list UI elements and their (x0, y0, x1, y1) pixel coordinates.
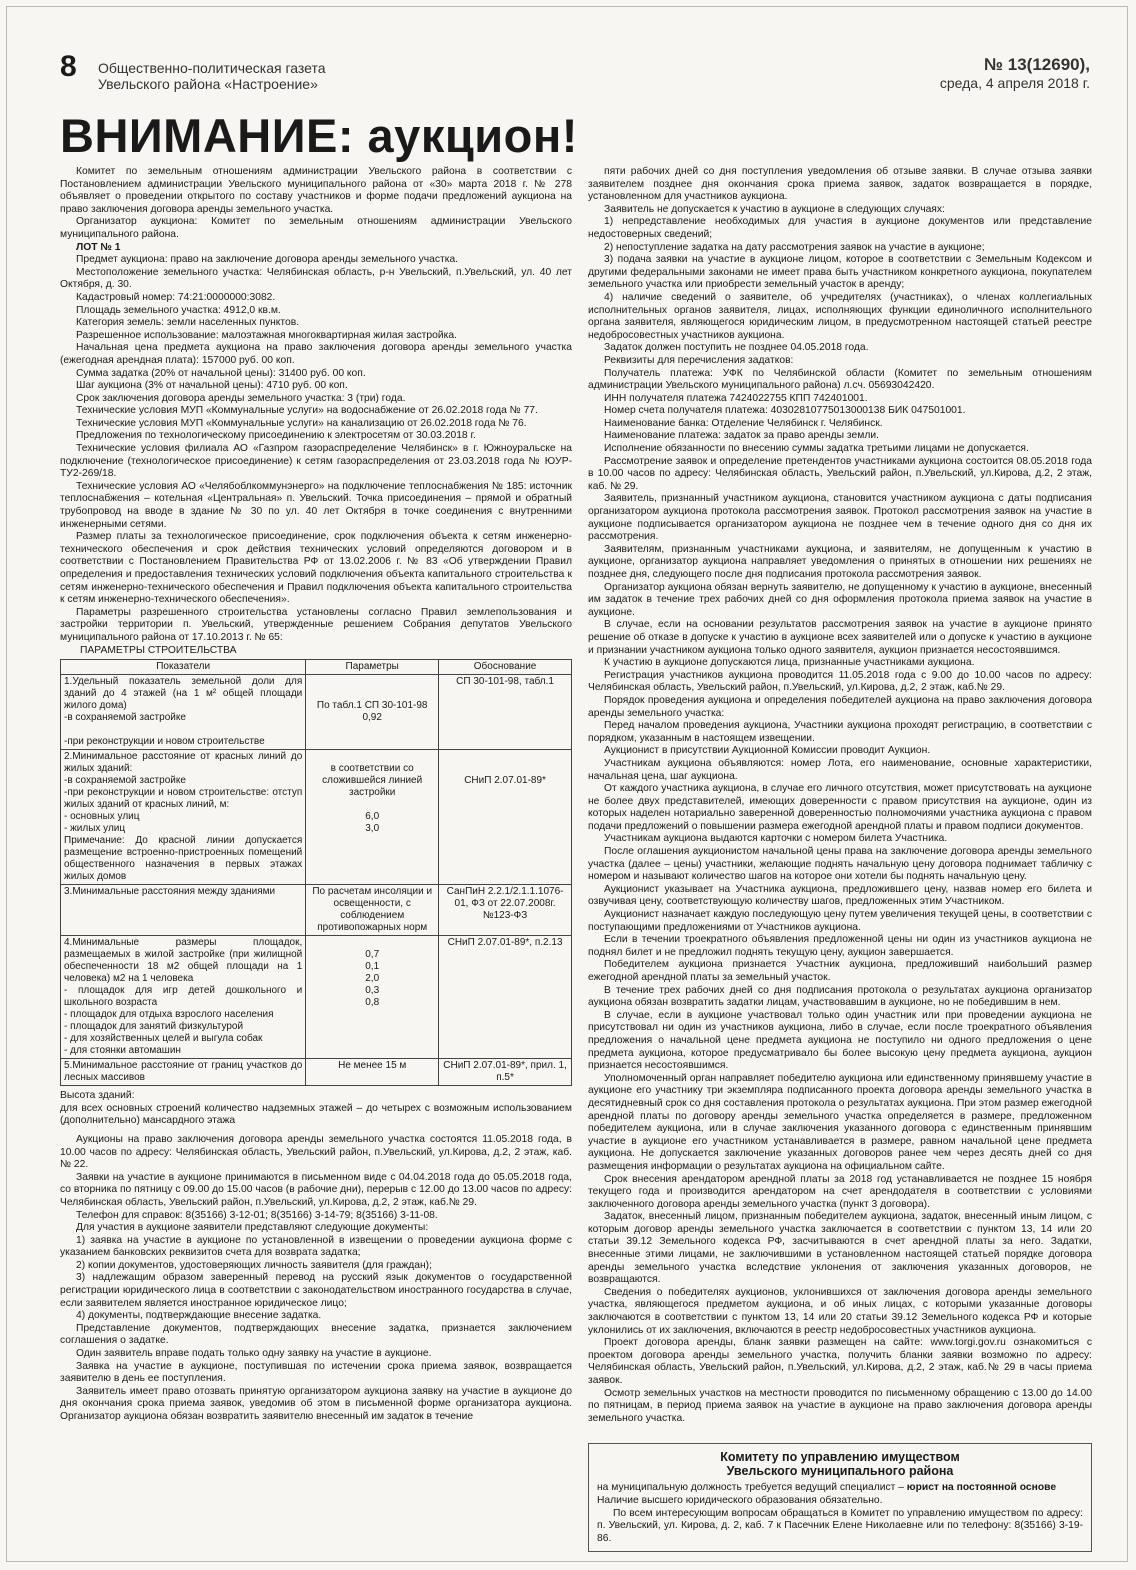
params-table-row (61, 750, 572, 885)
params-cell-line: - площадок для занятий физкультурой (64, 1021, 244, 1033)
params-header-indicator: Показатели (61, 660, 306, 675)
params-cell-line: 0,8 (365, 997, 380, 1009)
params-cell-line: 2.Минимальное расстояние от красных линий до жилых зданий: (64, 751, 303, 775)
job-notice-title-line1: Комитету по управлению имуществом (720, 1450, 960, 1465)
height-note (60, 1090, 572, 1128)
procedure-paragraph: Заявителям, признанным участниками аукциона, и заявителям, не допущенным к участию в аукционе, организатор аукциона направляет уведомления о принятых в отношении них решениях не позднее дня, следующего после дня подписания протокола рассмотрения заявок. (588, 543, 1092, 580)
params-cell-line: СанПиН 2.2.1/2.1.1.1076-01, ФЗ от 22.07.2008г. №123-ФЗ (446, 886, 564, 922)
params-cell-indicator (61, 750, 306, 885)
procedure-paragraph: Участникам аукциона объявляются: номер Лота, его наименование, основные характеристики, начальная цена, шаг аукциона. (588, 757, 1092, 782)
procedure-paragraph: После оглашения аукционистом начальной цены права на заключение договора аренды земельного участка (далее – цены) участники, желающие поднять начальную цену договора поднимает табличку с номером и называют количество шагов на которое они хотели бы поднять начальную цену. (588, 846, 1092, 883)
params-cell-line: -при реконструкции и новом строительстве (64, 736, 265, 748)
procedure-paragraph: Сведения о победителях аукционов, уклонившихся от заключения договора аренды земельного участка, являющегося предметом аукциона, и об иных лицах, с которыми указанные договоры заключаются в соответствии с пунктом 13, 14 или 20 статьи 39.12 Земельного кодекса РФ и которые уклонились от их заключения, включаются в реестр недобросовестных участников аукциона. (588, 1286, 1092, 1336)
procedure-paragraph: Победителем аукциона признается Участник аукциона, предложивший наибольший размер ежегодной арендной платы за земельный участок. (588, 959, 1092, 983)
params-cell-basis (439, 675, 572, 750)
params-cell-indicator (61, 885, 306, 936)
params-cell-param (306, 936, 439, 1059)
lot-detail-line: Предмет аукциона: право на заключение договора аренды земельного участка. (76, 254, 459, 266)
height-note-text: для всех основных строений количество надземных этажей – до четырех с возможным использованием (дополнительно) мансардного этажа (60, 1102, 572, 1127)
procedure-paragraph: Осмотр земельных участков на местности проводится по письменному обращению с 13.00 до 14.00 по пятницам, в период приема заявок на участие в аукционе на право заключения договора аренды земельного участка. (588, 1387, 1092, 1424)
params-cell-param (306, 885, 439, 936)
lot-detail-line: Технические условия МУП «Коммунальные услуги» на канализацию от 26.02.2018 года № 76. (76, 417, 527, 429)
auction-condition-paragraph: Аукционы на право заключения договора аренды земельного участка состоятся 11.05.2018 года, в 10.00 часов по адресу: Челябинская область, Увельский район, п.Увельский, ул.Кирова, д.2, 2 этаж, каб.№ 22. (60, 1133, 572, 1171)
procedure-paragraph: Организатор аукциона обязан вернуть заявителю, не допущенному к участию в аукционе, внесенный им задаток в течение трех рабочих дней со дня оформления протокола приема заявок на участие в аукционе. (588, 581, 1092, 618)
params-cell-line: - основных улиц (64, 811, 140, 823)
lot-detail-line: Категория земель: земли населенных пунктов. (76, 317, 300, 329)
procedure-paragraph: Реквизиты для перечисления задатков: (604, 354, 794, 366)
job-notice-vacancy-text: на муниципальную должность требуется ведущий специалист – (597, 1482, 904, 1494)
auction-procedure (588, 166, 1092, 1425)
lot-detail-line: Параметры разрешенного строительства установлены согласно Правил землепользования и застройки территории п. Увельский, утвержденные решением Собрания депутатов Увельского муниципального района от 17.10.2013 г. № 65: (60, 606, 572, 643)
procedure-paragraph: Если в течении троекратного объявления предложенной цены ни один из участников аукциона не поднял билет и не предложил поднять текущую цену, аукцион завершается. (588, 934, 1092, 958)
lot-detail-line: Технические условия филиала АО «Газпром газораспределение Челябинск» в г. Южноуральске на подключение (технологическое присоединение) к сетям газораспределения от 23.03.2018 года № ЮУР-ТУ2-269/18. (60, 443, 572, 480)
params-cell-line: - площадок для отдыха взрослого населения (64, 1009, 274, 1021)
procedure-paragraph: Аукционист указывает на Участника аукциона, предложившего цену, назвав номер его билета и озвучивая цену, соответствующую количеству шагов, предложенных этим Участником. (588, 883, 1092, 908)
params-cell-line: Не менее 15 м (338, 1060, 407, 1072)
procedure-paragraph: Наименование банка: Отделение Челябинск г. Челябинск. (604, 417, 883, 429)
params-cell-indicator (61, 936, 306, 1059)
procedure-paragraph: Перед началом проведения аукциона, Участники аукциона проходят регистрацию, в соответствии с порядком, указанным в настоящем извещении. (588, 720, 1092, 744)
lot-title: ЛОТ № 1 (76, 241, 121, 253)
params-table-header-row (61, 660, 572, 675)
params-cell-basis (439, 885, 572, 936)
params-cell-line: - площадок для игр детей дошкольного и школьного возраста (64, 985, 303, 1009)
params-cell-line: 6,0 (365, 811, 380, 823)
lot-detail-line: Начальная цена предмета аукциона на право заключения договора аренды земельного участка (ежегодная арендная плата): 157000 руб. 00 коп. (60, 342, 572, 366)
params-cell-line (309, 751, 435, 763)
params-cell-line: СНиП 2.07.01-89* (464, 775, 546, 787)
procedure-paragraph: К участию в аукционе допускаются лица, признанные участниками аукциона. (604, 657, 975, 669)
job-notice-position: юрист на постоянной основе (906, 1482, 1057, 1494)
params-table-row (61, 885, 572, 936)
auction-condition-paragraph: Для участия в аукционе заявители представляют следующие документы: (76, 1222, 429, 1234)
procedure-paragraph: Заявитель, признанный участником аукциона, становится участником аукциона с даты подписания организатором аукциона протокола рассмотрения заявок. Протокол рассмотрения заявок на участие в аукционе подписывается организатором аукциона не позднее чем в течение одного дня со дня их рассмотрения. (588, 493, 1092, 543)
job-notice-vacancy (597, 1482, 1083, 1495)
lot-detail-line: Разрешенное использование: малоэтажная многоквартирная жилая застройка. (76, 329, 457, 341)
params-title: ПАРАМЕТРЫ СТРОИТЕЛЬСТВА (80, 644, 237, 656)
procedure-paragraph: Аукционист в присутствии Аукционной Комиссии проводит Аукцион. (604, 745, 931, 757)
params-cell-line (309, 799, 435, 811)
params-cell-line: СНиП 2.07.01-89*, прил. 1, п.5* (443, 1060, 567, 1084)
lot-detail-line: Срок заключения договора аренды земельного участка: 3 (три) года. (76, 392, 406, 404)
lot-detail-line: Шаг аукциона (3% от начальной цены): 4710 руб. 00 коп. (76, 380, 348, 392)
procedure-paragraph: ИНН получателя платежа 7424022755 КПП 742401001. (604, 392, 868, 404)
procedure-paragraph: Срок внесения арендатором арендной платы за 2018 год устанавливается не позднее 15 ноября текущего года и производится арендатором на счет арендодателя в соответствии с условиями заключенного договора аренды земельного участка (пункт 3 договора). (588, 1173, 1092, 1210)
params-cell-line: - жилых улиц (64, 823, 126, 835)
params-cell-line: -при реконструкции и новом строительстве: отступ жилых зданий от красных линий, м: (64, 787, 303, 811)
procedure-paragraph: Аукционист назначает каждую последующую цену путем увеличения текущей цены, в соответствии с поступающими предложениями от Участников аукциона. (588, 909, 1092, 933)
params-cell-basis (439, 1059, 572, 1086)
auction-condition-paragraph: Заявитель имеет право отозвать принятую организатором аукциона заявку на участие в аукционе до дня окончания срока приема заявок, уведомив об этом в письменной форме организатора аукциона. Организатор аукциона обязан возвратить заявителю внесенный им задаток в течение (60, 1385, 572, 1422)
auction-condition-paragraph: Заявки на участие в аукционе принимаются в письменном виде с 04.04.2018 года до 05.05.2018 года, со вторника по пятницу с 09.00 до 15.00 часов (в рабочие дни), перерыв с 12.00 до 13.00 часов по адресу: Челябинская область, Увельский район, п.Увельский, ул.Кирова, д.2, 2 этаж, каб.№ 29. (60, 1171, 572, 1208)
lot-detail-line: Предложения по технологическому присоединению к электросетям от 30.03.2018 г. (76, 430, 476, 442)
params-table-row (61, 675, 572, 750)
params-cell-line: 3.Минимальные расстояния между зданиями (64, 886, 276, 898)
intro-paragraph: Комитет по земельным отношениям администрации Увельского района в соответствии с Постановлением администрации Увельского муниципального района от «30» марта 2018 г. № 278 объявляет о проведении открытого по составу участников и форме подачи предложений аукциона на право заключения договора аренды земельного участка. (60, 166, 572, 215)
params-header-param: Параметры (306, 660, 439, 675)
lot-detail-line: Кадастровый номер: 74:21:0000000:3082. (76, 291, 276, 303)
procedure-paragraph: Участникам аукциона выдаются карточки с номером билета Участника. (604, 833, 948, 845)
auction-condition-paragraph: Представление документов, подтверждающих внесение задатка, признается заключением соглашения о задатке. (60, 1322, 572, 1347)
procedure-paragraph: Номер счета получателя платежа: 40302810775013000138 БИК 047501001. (604, 405, 966, 417)
procedure-paragraph: В течение трех рабочих дней со дня подписания протокола о результатах аукциона организатор аукциона обязан возвратить задатки лицам, участвовавшим в аукционе, но не победившим в нем. (588, 984, 1092, 1009)
procedure-paragraph: В случае, если в аукционе участвовал только один участник или при проведении аукциона не присутствовал ни один из участников аукциона, либо в случае, если после троекратного объявления предложения о начальной цене предмета аукциона не поступило ни одного предложения о цене предмета аукциона, которое предусматривало бы более высокую цену предмета аукциона, аукцион признается несостоявшимся. (588, 1009, 1092, 1072)
page-headline: ВНИМАНИЕ: аукцион! (60, 109, 578, 162)
params-cell-line: в соответствии со сложившейся линией застройки (322, 763, 423, 799)
params-cell-line: 0,1 (365, 961, 380, 973)
procedure-paragraph: От каждого участника аукциона, в случае его личного отсутствия, может присутствовать на аукционе не более двух представителей, имеющих доверенности с правом присутствия на аукционе, один из которых наделен нотариально заверенной доверенностью полномочиями участника аукциона с правом подачи предложений о повышении размера ежегодной арендной платы и правом подписи документов. (588, 783, 1092, 832)
procedure-paragraph: Регистрация участников аукциона проводится 11.05.2018 года с 9.00 до 10.00 часов по адресу: Челябинская область, Увельский район, п.Увельский, ул.Кирова, д.2, 2 этаж, каб.№ 29. (588, 669, 1092, 694)
params-cell-line: 5.Минимальное расстояние от границ участков до лесных массивов (64, 1060, 303, 1084)
auction-condition-paragraph: 2) копии документов, удостоверяющих личность заявителя (для граждан); (76, 1259, 432, 1271)
params-cell-line: 4.Минимальные размеры площадок, размещаемых в жилой застройке (при жилищной обеспеченности 18 м2 общей площади на 1 человека) м2 на 1 человека (64, 937, 303, 985)
procedure-paragraph: Наименование платежа: задаток за право аренды земли. (604, 430, 879, 442)
procedure-paragraph: пяти рабочих дней со дня поступления уведомления об отзыве заявки. В случае отзыва заявки заявителем позднее дня окончания срока приема заявок, задаток возвращается в порядке, установленном для участников аукциона. (588, 166, 1092, 203)
lot-detail-line: Площадь земельного участка: 4912,0 кв.м. (76, 304, 281, 316)
params-cell-basis (439, 936, 572, 1059)
procedure-paragraph: 3) подача заявки на участие в аукционе лицом, которое в соответствии с Земельным Кодексом и другими федеральными законами не имеет права быть участником конкретного аукциона, покупателем земельного участка или приобрести земельный участок в аренду; (588, 254, 1092, 291)
params-cell-line: По табл.1 СП 30-101-98 (316, 700, 428, 712)
newspaper-name-line1: Общественно-политическая газета (98, 60, 326, 76)
params-cell-line: Примечание: До красной линии допускается размещение встроенно-пристроенных помещений общественного назначения в первых этажах жилых домов (64, 835, 303, 883)
issue-number: № 13(12690), (984, 55, 1090, 74)
page-number: 8 (60, 50, 77, 83)
params-cell-line: 0,7 (365, 949, 380, 961)
params-cell-basis (439, 750, 572, 885)
params-cell-line: -в сохраняемой застройке (64, 775, 186, 787)
procedure-paragraph: Получатель платежа: УФК по Челябинской области (Комитет по земельным отношениям администрации Увельского муниципального района) л.сч. 05693042420. (588, 367, 1092, 392)
auction-condition-paragraph: Телефон для справок: 8(35166) 3-12-01; 8(35166) 3-14-79; 8(35166) 3-11-08. (76, 1209, 438, 1221)
params-cell-line (309, 937, 435, 949)
procedure-paragraph: Задаток, внесенный лицом, признанным победителем аукциона, задаток, внесенный иным лицом, с которым договор аренды земельного участка заключается в соответствии с пунктом 13, 14 или 20 статьи 39.12 Земельного кодекса РФ, засчитываются в счет арендной платы за него. Задатки, внесенные этими лицами, не заключившими в установленном настоящей статьей порядке договора аренды земельного участка вследствие уклонения от заключения указанных договоров, не возвращаются. (588, 1211, 1092, 1286)
procedure-paragraph: Рассмотрение заявок и определение претендентов участниками аукциона состоится 08.05.2018 года в 10.00 часов по адресу: Челябинская область, Увельский район, п.Увельский, ул.Кирова, д.2, 2 этаж, каб. № 29. (588, 455, 1092, 492)
auction-condition-paragraph: Заявка на участие в аукционе, поступившая по истечении срока приема заявок, возвращается заявителю в день ее поступления. (60, 1360, 572, 1385)
height-note-title: Высота зданий: (60, 1090, 135, 1102)
procedure-paragraph: Порядок проведения аукциона и определения победителей аукциона на право заключения договора аренды земельного участка: (588, 694, 1092, 719)
params-cell-line: 0,92 (362, 712, 382, 724)
job-notice-contact: По всем интересующим вопросам обращаться в Комитет по управлению имуществом по адресу: п. Увельский, ул. Кирова, д. 2, каб. 7 к Пасечник Елене Николаевне или по телефону: 8(35166) 3-19-86. (597, 1507, 1083, 1544)
procedure-paragraph: Проект договора аренды, бланк заявки размещен на сайте: www.torgi.gov.ru ознакомиться с проектом договора аренды земельного участка, получить бланки заявки возможно по адресу: Челябинская область, Увельский район, п.Увельский, ул.Кирова, д.2, 2 этаж, каб.№ 29 в часы приема заявок. (588, 1337, 1092, 1386)
procedure-paragraph: Задаток должен поступить не позднее 04.05.2018 года. (604, 342, 869, 354)
params-cell-line (442, 751, 568, 763)
procedure-paragraph: Уполномоченный орган направляет победителю аукциона или единственному принявшему участие в аукционе его участнику три экземпляра подписанного проекта договора аренды земельного участка в десятидневный срок со дня составления протокола о результатах аукциона. При этом размер ежегодной арендной платы по договору аренды земельного участка определяется в размере, предложенном победителем аукциона, или в случае заключения указанного договора с единственным принявшим участие в аукционе его участником устанавливается в размере, равном начальной цене предмета аукциона. Не допускается заключение указанных договоров ранее чем через десять дней со дня размещения информации о результатах аукциона на официальном сайте. (588, 1072, 1092, 1172)
params-table (60, 659, 572, 1086)
auction-condition-paragraph: 3) надлежащим образом заверенный перевод на русский язык документов о государственной регистрации юридического лица в соответствии с законодательством иностранного государства в случае, если заявителем является иностранное юридическое лицо; (60, 1272, 572, 1309)
lot-detail-line: Сумма задатка (20% от начальной цены): 31400 руб. 00 коп. (76, 367, 366, 379)
auction-conditions (60, 1134, 572, 1424)
job-notice-requirement: Наличие высшего юридического образования обязательно. (597, 1494, 883, 1506)
page-header (60, 50, 1090, 96)
auction-condition-paragraph: 1) заявка на участие в аукционе по установленной в извещении о проведении аукциона форме с указанием банковских реквизитов счета для возврата задатка; (60, 1234, 572, 1259)
job-notice-title-line2: Увельского муниципального района (726, 1464, 954, 1479)
params-header-basis: Обоснование (439, 660, 572, 675)
params-cell-line: 2,0 (365, 973, 380, 985)
params-cell-line: По расчетам инсоляции и освещенности, с соблюдением противопожарных норм (312, 886, 433, 934)
params-cell-line: 1.Удельный показатель земельной доли для зданий до 4 этажей (на 1 м² общей площади жилого дома) (64, 676, 303, 712)
params-cell-line (309, 676, 435, 688)
params-cell-param (306, 750, 439, 885)
params-table-row (61, 936, 572, 1059)
right-column (588, 166, 1092, 1558)
lot-detail-line: Размер платы за технологическое присоединение, срок подключения объекта к сетям инженерно-технического обеспечения и срок действия технических условий определяются договором и в соответствии с Постановлением Правительства РФ от 13.02.2006 г. № 83 «Об утверждении Правил определения и предоставления технических условий подключения объекта капитального строительства к сетям инженерно-технического обеспечения и Правил подключения объекта капитального строительства к сетям инженерно-технического обеспечения». (60, 531, 572, 606)
intro-paragraph: Организатор аукциона: Комитет по земельным отношениям администрации Увельского муниципального района. (60, 216, 572, 240)
params-cell-param (306, 1059, 439, 1086)
procedure-paragraph: 2) непоступление задатка на дату рассмотрения заявок на участие в аукционе; (604, 241, 985, 253)
params-cell-line (442, 763, 568, 775)
lot-details (60, 254, 572, 644)
issue-info (940, 56, 1090, 92)
auction-condition-paragraph: 4) документы, подтверждающие внесение задатка. (76, 1310, 322, 1322)
procedure-paragraph: Исполнение обязанности по внесению суммы задатка третьими лицами не допускается. (604, 443, 1029, 455)
params-cell-line (309, 688, 435, 700)
params-cell-line: СП 30-101-98, табл.1 (456, 676, 554, 688)
lot-detail-line: Местоположение земельного участка: Челябинская область, р-н Увельский, п.Увельский, ул. 40 лет Октября, д. 30. (60, 266, 572, 291)
procedure-paragraph: Заявитель не допускается к участию в аукционе в следующих случаях: (604, 203, 945, 215)
newspaper-name-line2: Увельского района «Настроение» (98, 76, 318, 92)
auction-condition-paragraph: Один заявитель вправе подать только одну заявку на участие в аукционе. (76, 1348, 432, 1360)
procedure-paragraph: 4) наличие сведений о заявителе, об учредителях (участниках), о членах коллегиальных исполнительных органов заявителя, лицах, исполняющих функции единоличного исполнительного органа заявителя, являющегося юридическим лицом, в предусмотренном настоящей статьей реестре недобросовестных участников аукциона. (588, 291, 1092, 341)
params-cell-line: - для хозяйственных целей и выгула собак (64, 1033, 263, 1045)
params-cell-line: -в сохраняемой застройке (64, 712, 186, 724)
procedure-paragraph: В случае, если на основании результатов рассмотрения заявок на участие в аукционе принято решение об отказе в допуске к участию в аукционе всех заявителей или о допуске к участию в аукционе и признании участником аукциона только одного заявителя, аукцион признается несостоявшимся. (588, 619, 1092, 656)
params-cell-line: 3,0 (365, 823, 380, 835)
params-table-row (61, 1059, 572, 1086)
left-column (60, 166, 572, 1558)
params-cell-param (306, 675, 439, 750)
procedure-paragraph: 1) непредставление необходимых для участия в аукционе документов или представление недостоверных сведений; (588, 216, 1092, 240)
params-cell-indicator (61, 1059, 306, 1086)
newspaper-name (98, 60, 326, 92)
job-notice-title (597, 1450, 1083, 1478)
job-notice-box (588, 1443, 1092, 1552)
issue-date: среда, 4 апреля 2018 г. (939, 75, 1090, 91)
lot-detail-line: Технические условия МУП «Коммунальные услуги» на водоснабжение от 26.02.2018 года № 77. (76, 405, 538, 417)
lot-detail-line: Технические условия АО «Челябоблкоммунэнерго» на подключение теплоснабжения № 185: источник теплоснабжения – котельная «Центральная» п. Увельский. Точка присоединения – прямой и обратный трубопровод на вводе в здание № 30 по ул. 40 лет Октября в точке соединения с внутренними инженерными сетями. (60, 480, 572, 530)
params-cell-line: 0,3 (365, 985, 380, 997)
params-cell-line: СНиП 2.07.01-89*, п.2.13 (447, 937, 563, 949)
params-cell-line: - для стоянки автомашин (64, 1045, 181, 1057)
params-cell-indicator (61, 675, 306, 750)
params-cell-line (64, 724, 302, 736)
